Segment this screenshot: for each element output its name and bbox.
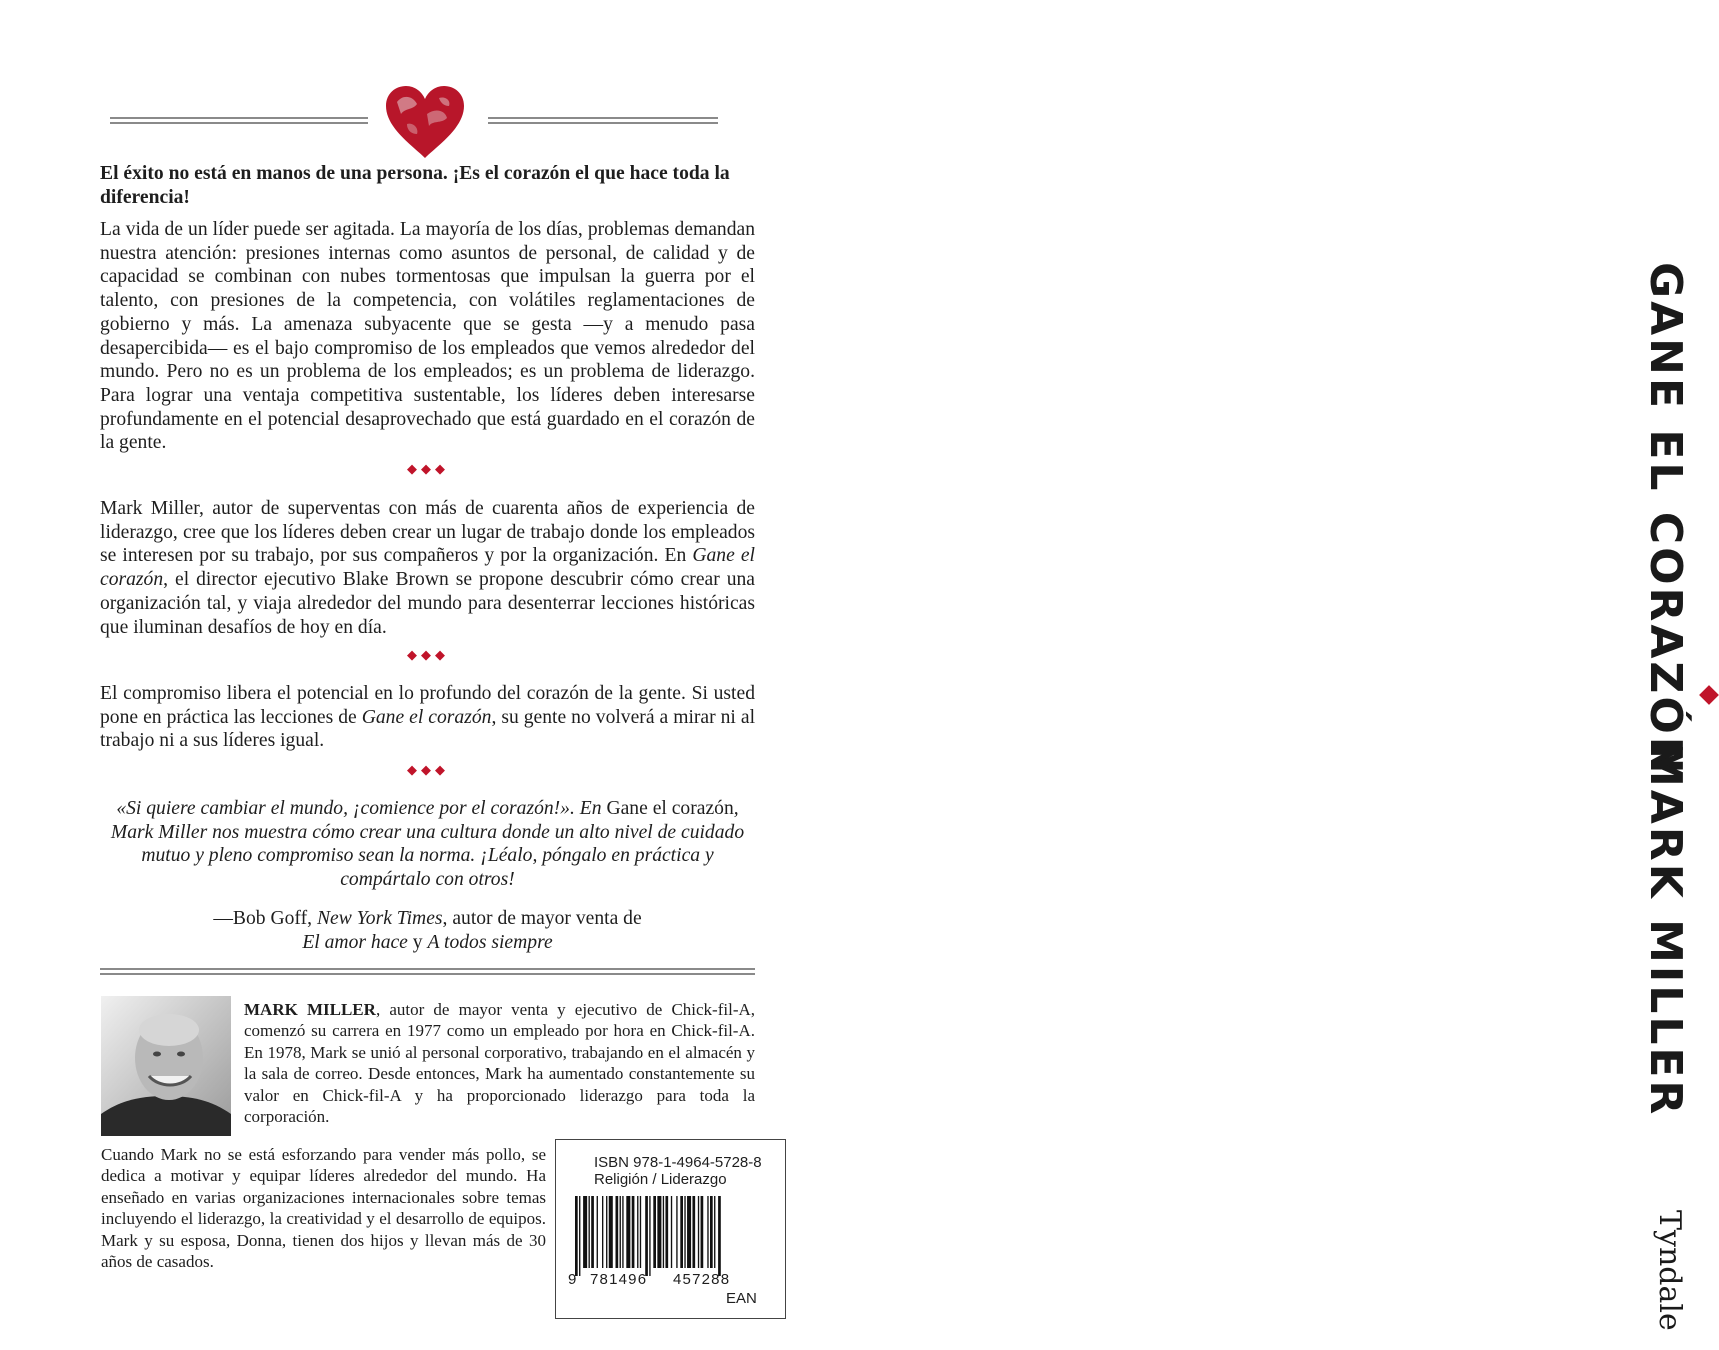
ean-label: EAN <box>726 1290 757 1307</box>
barcode-bar <box>701 1196 704 1268</box>
barcode-bar <box>637 1196 638 1268</box>
quote-text: , Mark Miller nos muestra cómo crear una cultura donde un alto nivel de cuidado mutuo y pleno compromiso sean la norma. ¡Léalo, póngalo en práctica y compártalo con otros! <box>110 798 745 890</box>
isbn-number: ISBN 978-1-4964-5728-8 <box>594 1154 762 1171</box>
barcode-bar <box>626 1196 630 1268</box>
description-paragraph-3 <box>100 682 755 753</box>
barcode-bar <box>597 1196 598 1268</box>
description-paragraph-1: La vida de un líder puede ser agitada. La mayoría de los días, problemas demandan nuestra atención: presiones internas como asuntos de personal, de calidad y de capacidad se combinan con nubes tormentosas que impulsan la guerra por el talento, con presiones de la competencia, con volátiles reglamentaciones de gobierno y más. La amenaza subyacente que se gesta —y a menudo pasa desapercibida— es el bajo compromiso de los empleados que vemos alrededor del mundo. Pero no es un problema de los empleados; es un problema de liderazgo. Para lograr una ventaja competitiva sustentable, los líderes deben interesarse profundamente en el potencial desaprovechado que está guardado en el corazón de la gente. <box>100 219 755 454</box>
barcode-bar <box>676 1196 677 1268</box>
paragraph-text: Mark Miller, autor de superventas con más de cuarenta años de experiencia de liderazgo, cree que los líderes deben crear un lugar de trabajo donde los empleados se interesen por su trabajo, por sus compañeros y por la organización. En <box>100 498 755 567</box>
heart-icon <box>383 84 467 160</box>
barcode-bar <box>616 1196 619 1268</box>
book-title: Gane el corazón <box>100 545 755 591</box>
barcode-bar <box>579 1196 580 1276</box>
back-cover <box>0 0 820 1350</box>
barcode-bar <box>645 1196 648 1276</box>
paragraph-text: , su gente no volverá a mirar ni al trabajo ni a sus líderes igual. <box>100 706 756 752</box>
barcode-bar <box>718 1196 721 1276</box>
paragraph-text: , el director ejecutivo Blake Brown se propone descubrir cómo crear una organización tal, y viaja alrededor del mundo para desenterrar lecciones históricas que iluminan desafíos de hoy en día. <box>100 569 755 638</box>
endorsement-quote <box>100 797 755 891</box>
barcode-bar <box>640 1196 641 1268</box>
divider-diamonds: ◆◆◆ <box>407 462 449 477</box>
author-bio-continued: Cuando Mark no se está esforzando para vender más pollo, se dedica a motivar y equipar líderes alrededor del mundo. Ha enseñado en varias organizaciones internacionales sobre temas incluyendo el liderazgo, la creatividad y el desarrollo de equipos. Mark y su esposa, Donna, tienen dos hijos y llevan más de 30 años de casados. <box>101 1145 546 1272</box>
barcode-bar <box>575 1196 578 1276</box>
divider-diamonds: ◆◆◆ <box>407 763 449 778</box>
barcode-bar <box>609 1196 613 1268</box>
barcode-bar <box>657 1196 661 1268</box>
spine-diamond-icon <box>1699 685 1719 705</box>
author-bio-text: , autor de mayor venta y ejecutivo de Chick-fil-A, comenzó su carrera en 1977 como un empleado por hora en Chick-fil-A. En 1978, Mark se unió al personal corporativo, trabajando en el almacén y la sala de correo. Desde entonces, Mark ha aumentado constantemente su valor en Chick-fil-A y ha proporcionado liderazgo para toda la corporación. <box>244 1000 756 1127</box>
barcode-box <box>555 1139 786 1319</box>
book-title: El amor hace <box>302 931 408 953</box>
barcode-bar <box>632 1196 635 1268</box>
barcode-digits-group-2: 457288 <box>673 1271 731 1288</box>
barcode-bar <box>649 1196 650 1276</box>
barcode-bar <box>591 1196 594 1268</box>
author-bio <box>244 999 755 1127</box>
ornament-rule-left <box>110 117 368 124</box>
barcode-digits-group-1: 781496 <box>590 1271 648 1288</box>
barcode-bar <box>707 1196 708 1268</box>
attribution-prefix: —Bob Goff, <box>213 908 317 929</box>
barcode-bar <box>589 1196 590 1268</box>
barcode-bar <box>680 1196 683 1268</box>
book-category: Religión / Liderazgo <box>594 1171 727 1188</box>
barcode-bar <box>663 1196 664 1268</box>
book-title: Gane el corazón <box>606 798 734 819</box>
barcode-bar <box>583 1196 587 1268</box>
author-photo <box>101 996 231 1136</box>
barcode-bar <box>671 1196 672 1268</box>
book-spine <box>820 0 1691 1350</box>
barcode-bar <box>687 1196 691 1268</box>
barcode-bar <box>692 1196 695 1268</box>
spine-title: GANE EL CORAZÓN <box>1640 262 1691 777</box>
barcode <box>573 1196 773 1276</box>
barcode-bar <box>622 1196 623 1268</box>
divider-diamonds: ◆◆◆ <box>407 648 449 663</box>
barcode-bar <box>606 1196 607 1268</box>
ornament-rule-right <box>488 117 718 124</box>
author-name: MARK MILLER <box>244 1000 376 1019</box>
lead-statement: El éxito no está en manos de una persona. ¡Es el corazón el que hace toda la diferencia! <box>100 163 730 208</box>
attribution-middle: , autor de mayor venta de <box>442 908 642 929</box>
book-title: Gane el corazón <box>361 706 492 728</box>
publisher-logo: Tyndale <box>1652 1210 1687 1331</box>
quote-text: «Si quiere cambiar el mundo, ¡comience por el corazón!». En <box>116 798 607 819</box>
paragraph-text: El compromiso libera el potencial en lo profundo del corazón de la gente. Si usted pone en práctica las lecciones de <box>100 683 755 728</box>
barcode-bar <box>698 1196 699 1268</box>
endorsement-attribution <box>100 907 755 954</box>
description-paragraph-2 <box>100 497 755 639</box>
attribution-conj: y <box>407 931 428 953</box>
publication-name: New York Times <box>316 908 443 929</box>
barcode-bar <box>602 1196 603 1268</box>
barcode-bar <box>653 1196 656 1268</box>
barcode-bar <box>710 1196 713 1268</box>
book-title: A todos siempre <box>427 931 553 953</box>
barcode-bar <box>665 1196 668 1268</box>
barcode-bar <box>684 1196 685 1268</box>
barcode-bar <box>714 1196 715 1268</box>
barcode-bar <box>620 1196 621 1268</box>
section-rule <box>100 968 755 975</box>
barcode-digit-first: 9 <box>568 1271 577 1288</box>
spine-author: MARK MILLER <box>1640 743 1691 1118</box>
